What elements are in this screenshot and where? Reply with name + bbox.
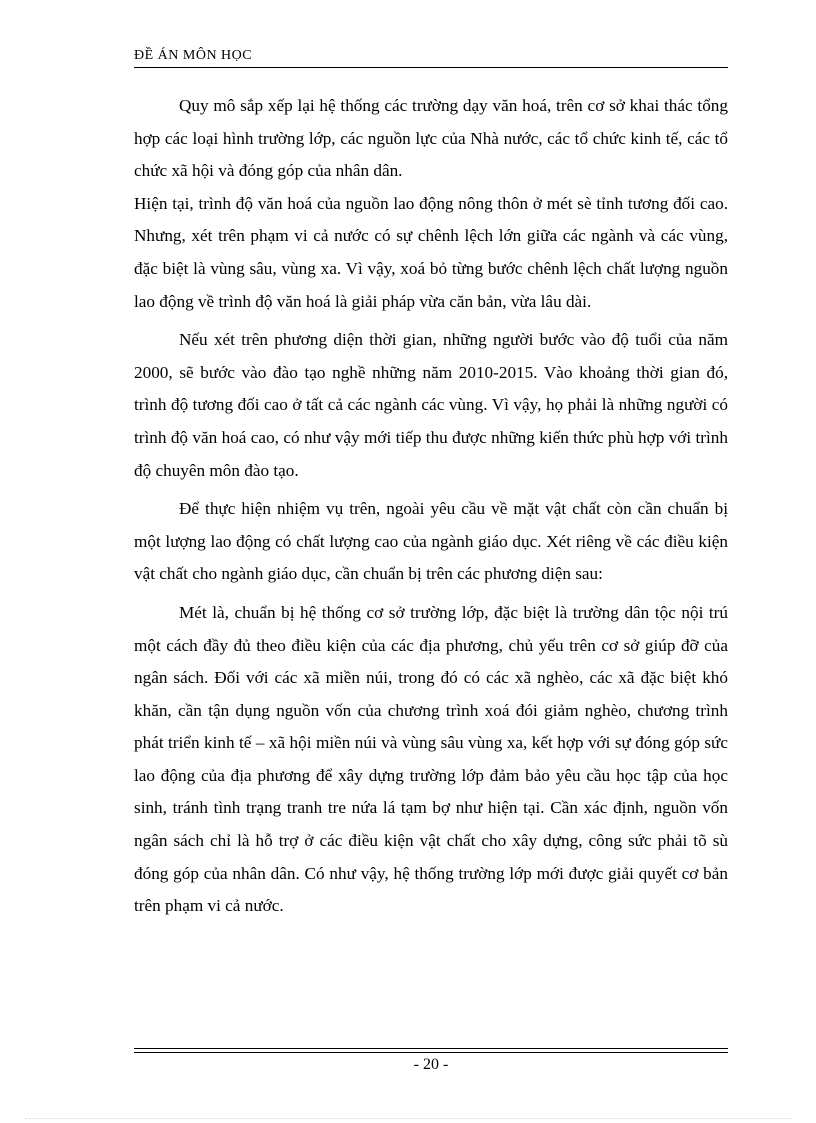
page-number: - 20 - [413,1056,449,1073]
header-rule [134,67,728,68]
paragraph: Để thực hiện nhiệm vụ trên, ngoài yêu cầu về mặt vật chất còn cần chuẩn bị một lượng lao động có chất lượng cao của ngành giáo dục. Xét riêng về các điều kiện vật chất cho ngành giáo dục, cần chuẩn bị trên các phương diện sau: [134,499,728,584]
paragraph: Mét là, chuẩn bị hệ thống cơ sở trường lớp, đặc biệt là trường dân tộc nội trú một cách đầy đủ theo điều kiện của các địa phương, chủ yếu trên cơ sở giúp đỡ của ngân sách. Đối với các xã miền núi, trong đó có các xã nghèo, các xã đặc biệt khó khăn, cần tận dụng nguồn vốn của chương trình xoá đói giảm nghèo, chương trình phát triển kinh tế – xã hội miền núi và vùng sâu vùng xa, kết hợp với sự đóng góp sức lao động của địa phương để xây dựng trường lớp đảm bảo yêu cầu học tập của học sinh, tránh tình trạng tranh tre nứa lá tạm bợ như hiện tại. Cần xác định, nguồn vốn ngân sách chỉ là hỗ trợ ở các điều kiện vật chất cho xây dựng, công sức phải tõ sù đóng góp của nhân dân. Có như vậy, hệ thống trường lớp mới được giải quyết cơ bản trên phạm vi cả nước. [134,602,728,916]
footer-rule [134,1052,728,1053]
body-text [134,90,728,923]
footer-rule [134,1048,728,1049]
page-bottom-border [25,1118,791,1119]
paragraph: Nếu xét trên phương diện thời gian, những người bước vào độ tuổi của năm 2000, sẽ bước vào đào tạo nghề những năm 2010-2015. Vào khoảng thời gian đó, trình độ tương đối cao ở tất cả các ngành các vùng. Vì vậy, họ phải là những người có trình độ văn hoá cao, có như vậy mới tiếp thu được những kiến thức phù hợp với trình độ chuyên môn đào tạo. [134,330,728,480]
paragraph: Hiện tại, trình độ văn hoá của nguồn lao động nông thôn ở mét sè tỉnh tương đối cao. Nhưng, xét trên phạm vi cả nước có sự chênh lệch lớn giữa các ngành và các vùng, đặc biệt là vùng sâu, vùng xa. Vì vậy, xoá bỏ từng bước chênh lệch chất lượng nguồn lao động về trình độ văn hoá là giải pháp vừa căn bản, vừa lâu dài. [134,193,728,311]
paragraph: Quy mô sắp xếp lại hệ thống các trường dạy văn hoá, trên cơ sở khai thác tổng hợp các loại hình trường lớp, các nguồn lực của Nhà nước, các tổ chức kinh tế, các tổ chức xã hội và đóng góp của nhân dân. [134,96,728,181]
page-header-title: ĐỀ ÁN MÔN HỌC [134,48,253,63]
